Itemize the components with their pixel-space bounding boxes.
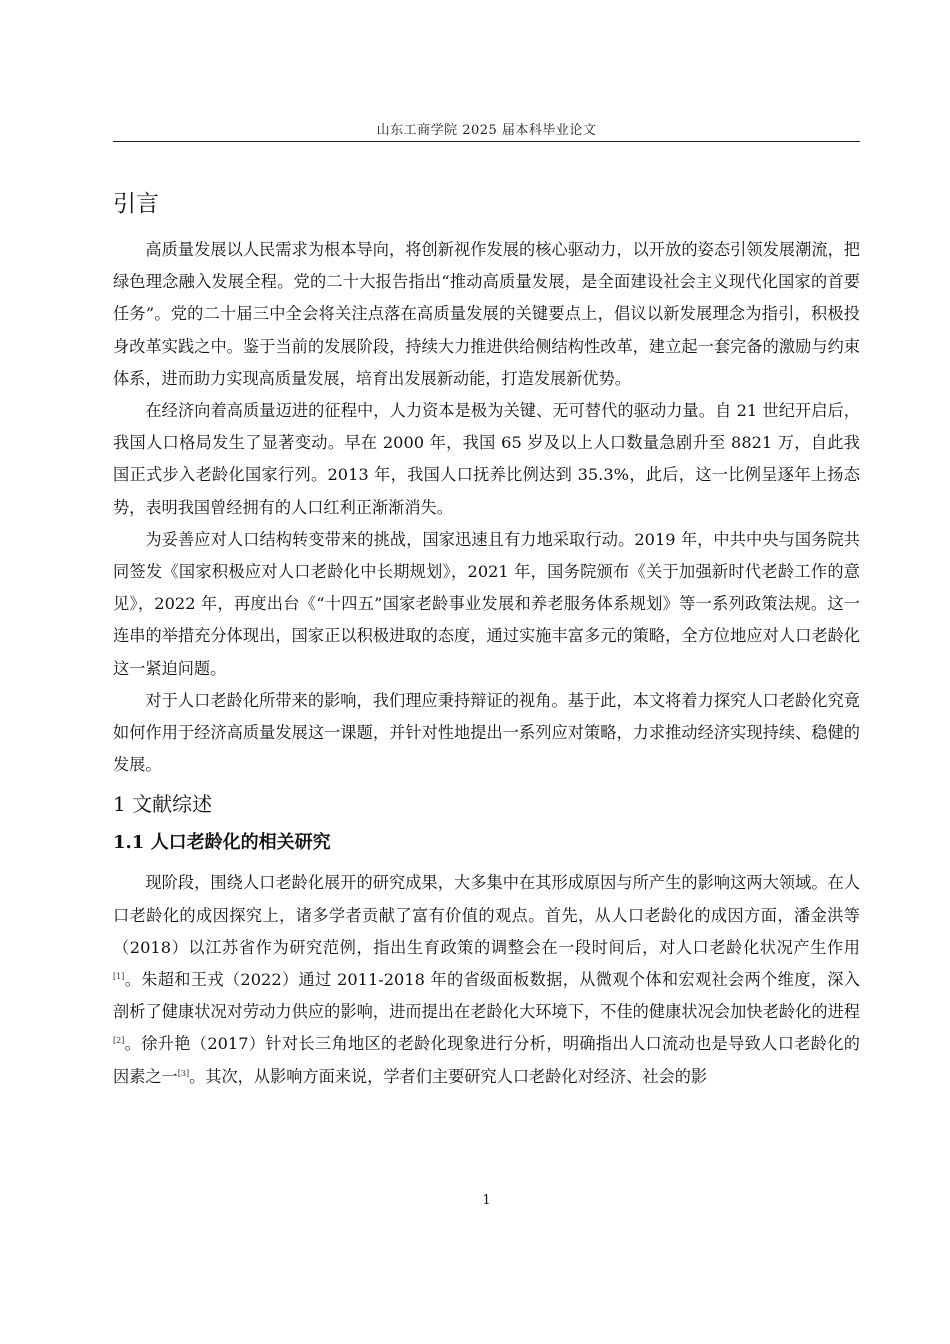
running-header: 山东工商学院 2025 届本科毕业论文 — [376, 123, 597, 138]
citation-ref-1[interactable]: [1] — [113, 972, 125, 982]
section-1-1-heading: 1.1 人口老龄化的相关研究 — [113, 832, 331, 854]
citation-ref-2[interactable]: [2] — [113, 1036, 125, 1046]
intro-heading: 引言 — [113, 191, 159, 217]
intro-paragraph: 在经济向着高质量迈进的征程中，人力资本是极为关键、无可替代的驱动力量。自 21 世纪开启后，我国人口格局发生了显著变动。早在 2000 年，我国 65 岁及以上人口数量急剧升至 8821 万，自此我国正式步入老龄化国家行列。2013 年，我国人口抚养比例达到 35.3%，此后，这一比例呈逐年上扬态势，表明我国曾经拥有的人口红利正渐渐消失。 — [113, 401, 860, 517]
intro-paragraph: 对于人口老龄化所带来的影响，我们理应秉持辩证的视角。基于此，本文将着力探究人口老龄化究竟如何作用于经济高质量发展这一课题，并针对性地提出一系列应对策略，力求推动经济实现持续、稳健的发展。 — [113, 690, 860, 775]
citation-ref-3[interactable]: [3] — [177, 1068, 190, 1078]
intro-paragraph: 高质量发展以人民需求为根本导向，将创新视作发展的核心驱动力，以开放的姿态引领发展潮流，把绿色理念融入发展全程。党的二十大报告指出“推动高质量发展，是全面建设社会主义现代化国家的首要任务”。党的二十届三中全会将关注点落在高质量发展的关键要点上，倡议以新发展理念为指引，积极投身改革实践之中。鉴于当前的发展阶段，持续大力推进供给侧结构性改革，建立起一套完备的激励与约束体系，进而助力实现高质量发展，培育出发展新动能，打造发展新优势。 — [113, 240, 860, 388]
intro-paragraph: 为妥善应对人口结构转变带来的挑战，国家迅速且有力地采取行动。2019 年，中共中央与国务院共同签发《国家积极应对人口老龄化中长期规划》，2021 年，国务院颁布《关于加强新时代老龄工作的意见》，2022 年，再度出台《“十四五”国家老龄事业发展和养老服务体系规划》等一系列政策法规。这一连串的举措充分体现出，国家正以积极进取的态度，通过实施丰富多元的策略，全方位地应对人口老龄化这一紧迫问题。 — [113, 529, 860, 678]
paragraph-text: 。其次，从影响方面来说，学者们主要研究人口老龄化对经济、社会的影 — [189, 1066, 708, 1086]
document-body — [113, 186, 860, 1093]
paragraph-text: 现阶段，围绕人口老龄化展开的研究成果，大多集中在其形成原因与所产生的影响这两大领域。在人口老龄化的成因探究上，诸多学者贡献了富有价值的观点。首先，从人口老龄化的成因方面，潘金洪等（2018）以江苏省作为研究范例，指出生育政策的调整会在一段时间后，对人口老龄化状况产生作用 — [113, 873, 860, 957]
section-1-1-paragraph — [113, 867, 860, 1092]
header-divider — [113, 141, 860, 142]
page-number: 1 — [482, 1193, 491, 1208]
paragraph-text: 。朱超和王戎（2022）通过 2011-2018 年的省级面板数据，从微观个体和宏观社会两个维度，深入剖析了健康状况对劳动力供应的影响，进而提出在老龄化大环境下，不佳的健康状况会加快老龄化的进程 — [113, 970, 860, 1022]
paragraph-text: 。徐升艳（2017）针对长三角地区的老龄化现象进行分析，明确指出人口流动也是导致人口老龄化的因素之一 — [113, 1034, 860, 1086]
section-1-heading: 1 文献综述 — [113, 792, 213, 817]
